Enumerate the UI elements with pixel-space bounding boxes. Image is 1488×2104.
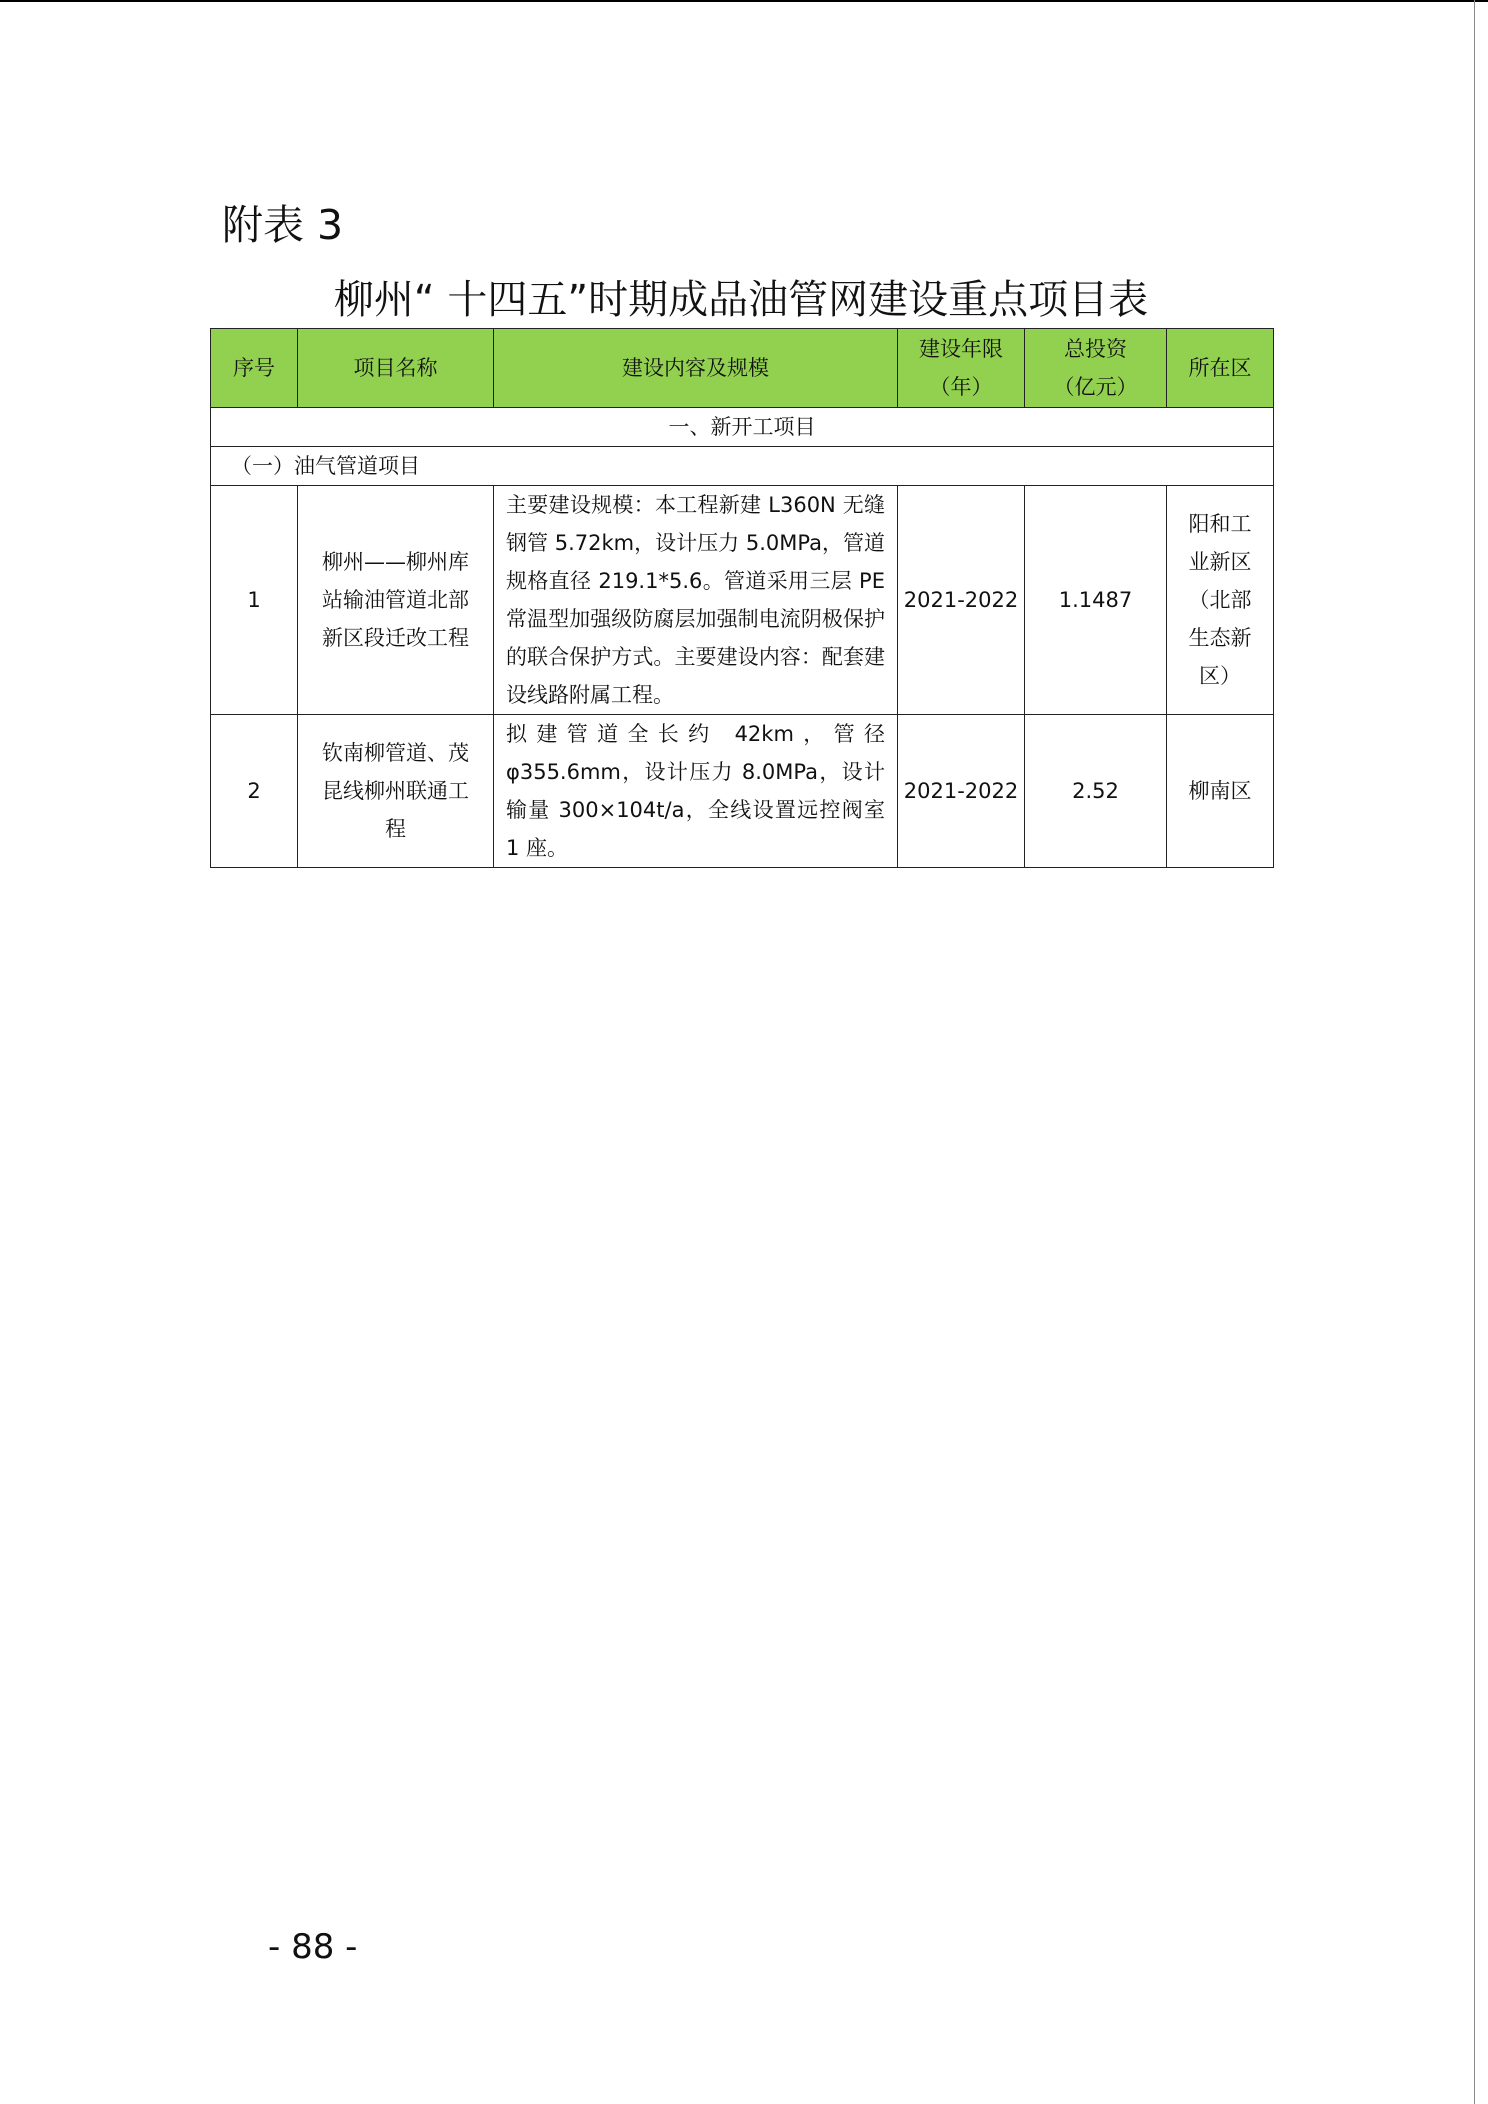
subsection-row	[211, 447, 1274, 486]
page-right-border	[1474, 0, 1475, 2104]
header-name: 项目名称	[298, 329, 494, 408]
row-district: 柳南区	[1167, 715, 1274, 868]
header-index: 序号	[211, 329, 298, 408]
row-index: 1	[211, 486, 298, 715]
header-content: 建设内容及规模	[494, 329, 898, 408]
row-name: 钦南柳管道、茂昆线柳州联通工程	[298, 715, 494, 868]
section-row	[211, 408, 1274, 447]
table-row	[211, 715, 1274, 868]
table-row	[211, 486, 1274, 715]
section-title: 一、新开工项目	[211, 408, 1274, 447]
header-period	[898, 329, 1025, 408]
row-investment: 1.1487	[1025, 486, 1167, 715]
header-investment-line1: 总投资	[1064, 337, 1127, 361]
row-index: 2	[211, 715, 298, 868]
table-header-row	[211, 329, 1274, 408]
table-title: 柳州“ 十四五”时期成品油管网建设重点项目表	[333, 277, 1149, 323]
row-content: 拟建管道全长约 42km，管径 φ355.6mm，设计压力 8.0MPa，设计输量 300×104t/a，全线设置远控阀室 1 座。	[494, 715, 898, 868]
row-content: 主要建设规模：本工程新建 L360N 无缝钢管 5.72km，设计压力 5.0MPa，管道规格直径 219.1*5.6。管道采用三层 PE 常温型加强级防腐层加强制电流阴极保护的联合保护方式。主要建设内容：配套建设线路附属工程。	[494, 486, 898, 715]
header-period-line2: （年）	[929, 375, 993, 399]
appendix-label: 附表 3	[222, 201, 344, 249]
row-district: 阳和工业新区（北部生态新区）	[1167, 486, 1274, 715]
header-district: 所在区	[1167, 329, 1274, 408]
row-name: 柳州——柳州库站输油管道北部新区段迁改工程	[298, 486, 494, 715]
row-investment: 2.52	[1025, 715, 1167, 868]
project-table	[210, 328, 1274, 868]
subsection-title: （一）油气管道项目	[211, 447, 1274, 486]
header-investment-line2: （亿元）	[1053, 375, 1138, 399]
row-period: 2021-2022	[898, 486, 1025, 715]
row-period: 2021-2022	[898, 715, 1025, 868]
header-period-line1: 建设年限	[919, 337, 1003, 361]
page-number: - 88 -	[268, 1927, 358, 1967]
header-investment	[1025, 329, 1167, 408]
page-top-border	[0, 0, 1488, 2]
